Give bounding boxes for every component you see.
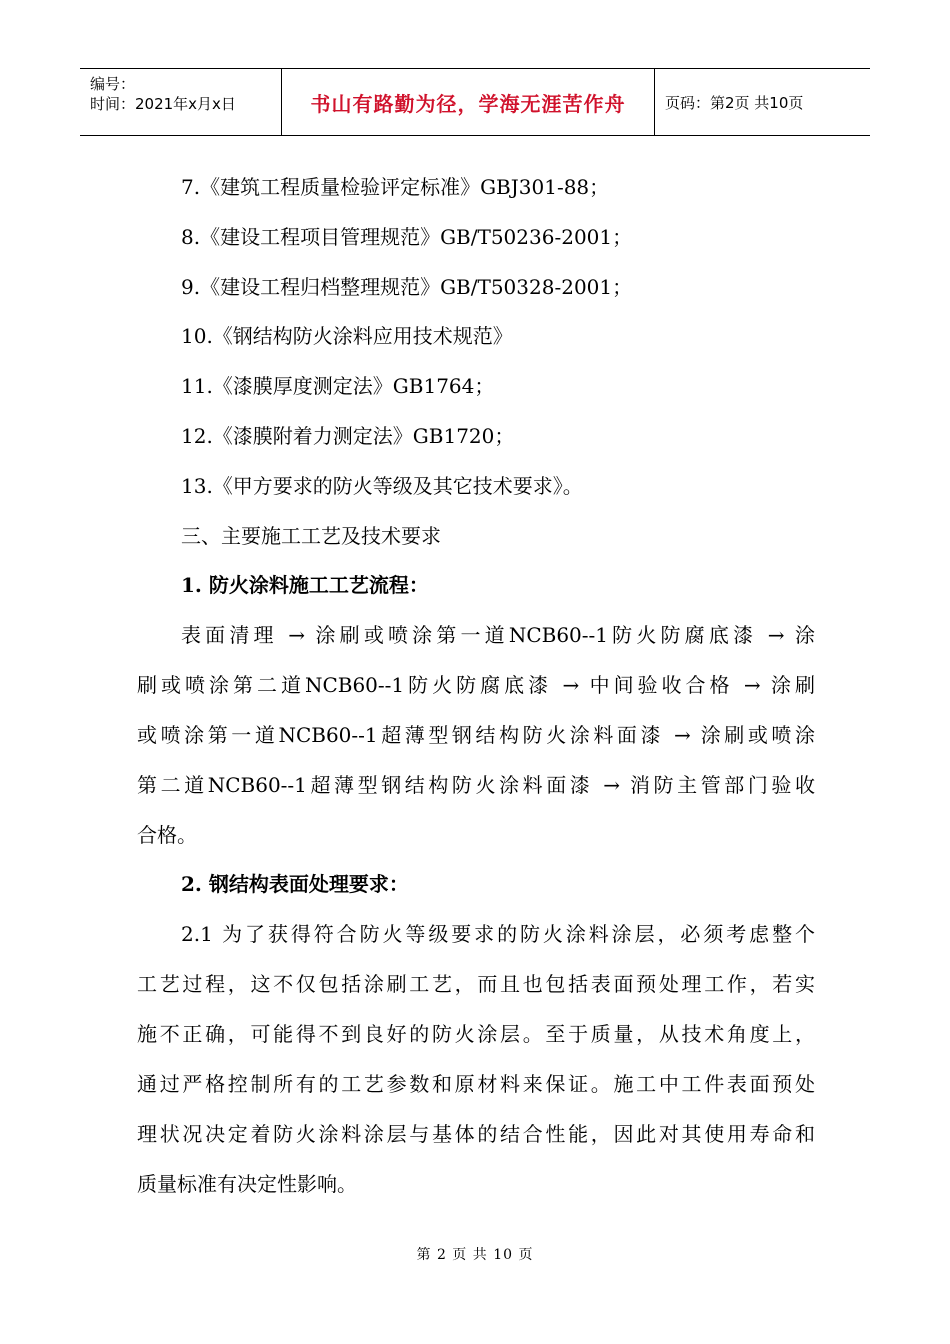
header-page-info: 页码：第2页 共10页 bbox=[665, 93, 804, 112]
reference-item: 7.《建筑工程质量检验评定标准》GBJ301-88； bbox=[181, 175, 610, 199]
header-page-cell bbox=[655, 69, 870, 135]
subsection-title-surface: 2. 钢结构表面处理要求： bbox=[181, 872, 409, 896]
header-motto-cell bbox=[282, 69, 655, 135]
reference-item: 11.《漆膜厚度测定法》GB1764； bbox=[181, 374, 495, 398]
reference-item: 9.《建设工程归档整理规范》GB/T50328-2001； bbox=[181, 275, 633, 299]
flow-text-line: 表面清理 → 涂刷或喷涂第一道NCB60--1防火防腐底漆 → 涂 bbox=[181, 623, 815, 647]
header-left-cell bbox=[80, 69, 282, 135]
paragraph-line: 施不正确，可能得不到良好的防火涂层。至于质量，从技术角度上， bbox=[137, 1022, 815, 1046]
paragraph-line: 2.1 为了获得符合防火等级要求的防火涂料涂层，必须考虑整个 bbox=[181, 922, 815, 946]
page-footer: 第 2 页 共 10 页 bbox=[416, 1247, 534, 1263]
paragraph-line: 质量标准有决定性影响。 bbox=[137, 1172, 357, 1196]
reference-item: 12.《漆膜附着力测定法》GB1720； bbox=[181, 424, 515, 448]
paragraph-line: 理状况决定着防火涂料涂层与基体的结合性能，因此对其使用寿命和 bbox=[137, 1122, 815, 1146]
subsection-title-flow: 1. 防火涂料施工工艺流程： bbox=[181, 573, 429, 597]
flow-text-line: 或喷涂第一道NCB60--1超薄型钢结构防火涂料面漆 → 涂刷或喷涂 bbox=[137, 723, 815, 747]
flow-text-line: 刷或喷涂第二道NCB60--1防火防腐底漆 → 中间验收合格 → 涂刷 bbox=[137, 673, 815, 697]
reference-item: 8.《建设工程项目管理规范》GB/T50236-2001； bbox=[181, 225, 633, 249]
motto-text: 书山有路勤为径，学海无涯苦作舟 bbox=[310, 91, 626, 116]
date-label: 时间：2021年x月x日 bbox=[90, 95, 236, 113]
flow-text-line: 第二道NCB60--1超薄型钢结构防火涂料面漆 → 消防主管部门验收 bbox=[137, 773, 815, 797]
flow-text-line: 合格。 bbox=[137, 823, 197, 847]
reference-item: 10.《钢结构防火涂料应用技术规范》 bbox=[181, 324, 513, 348]
number-label: 编号： bbox=[90, 75, 136, 93]
reference-item: 13.《甲方要求的防火等级及其它技术要求》。 bbox=[181, 474, 583, 498]
section-title: 三、主要施工工艺及技术要求 bbox=[181, 524, 441, 548]
paragraph-line: 通过严格控制所有的工艺参数和原材料来保证。施工中工件表面预处 bbox=[137, 1072, 815, 1096]
paragraph-line: 工艺过程，这不仅包括涂刷工艺，而且也包括表面预处理工作，若实 bbox=[137, 972, 815, 996]
page-header bbox=[80, 68, 870, 136]
